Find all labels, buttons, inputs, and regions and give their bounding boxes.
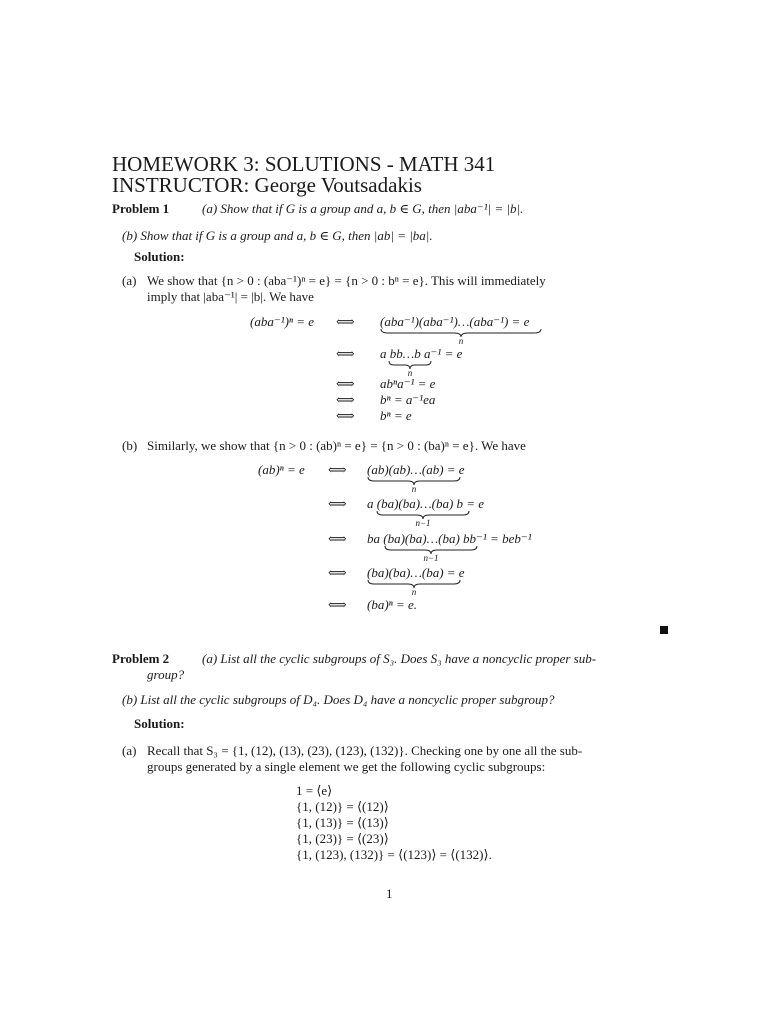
eq-b1-lhs: (ab)ⁿ = e xyxy=(258,462,305,477)
problem2-sol-a-line1: Recall that S₃ = {1, (12), (13), (23), (123), (132)}. Checking one by one all the sub- xyxy=(147,743,583,758)
eq-b3-brace-label: n−1 xyxy=(423,553,439,563)
eq-b5-iff: ⟺ xyxy=(328,597,347,612)
eq-b2-rhs: a (ba)(ba)…(ba) b = e xyxy=(367,496,485,511)
problem1-solution-label: Solution: xyxy=(134,249,185,264)
subgroup-item: {1, (123), (132)} = ⟨(123)⟩ = ⟨(132)⟩. xyxy=(296,847,492,862)
qed-square-icon xyxy=(660,626,668,634)
page-title-line2: INSTRUCTOR: George Voutsadakis xyxy=(112,173,422,197)
eq-b3-brace xyxy=(384,546,478,563)
eq-a4-rhs: bⁿ = a⁻¹ea xyxy=(380,392,436,407)
problem2-solution-label: Solution: xyxy=(134,716,185,731)
problem1-part-a: (a) Show that if G is a group and a, b ∈ G, then |aba⁻¹| = |b|. xyxy=(202,201,524,216)
problem1-sol-b-line1: Similarly, we show that {n > 0 : (ab)ⁿ = e} = {n > 0 : (ba)ⁿ = e}. We have xyxy=(147,438,526,453)
subgroup-item: {1, (23)} = ⟨(23)⟩ xyxy=(296,831,389,846)
problem1-sol-a-line2: imply that |aba⁻¹| = |b|. We have xyxy=(147,289,314,304)
eq-a5-iff: ⟺ xyxy=(336,408,355,423)
eq-a2-brace xyxy=(388,361,432,378)
eq-b2-brace-label: n−1 xyxy=(415,518,431,528)
problem1-sol-a-line1: We show that {n > 0 : (aba⁻¹)ⁿ = e} = {n > 0 : bⁿ = e}. This will immediately xyxy=(147,273,546,288)
problem2-part-b: (b) List all the cyclic subgroups of D₄. Does D₄ have a noncyclic proper subgroup? xyxy=(122,692,555,707)
problem1-part-b: (b) Show that if G is a group and a, b ∈ G, then |ab| = |ba|. xyxy=(122,228,433,243)
eq-a2-iff: ⟺ xyxy=(336,346,355,361)
eq-a3-iff: ⟺ xyxy=(336,376,355,391)
eq-b3-iff: ⟺ xyxy=(328,531,347,546)
eq-b5-rhs: (ba)ⁿ = e. xyxy=(367,597,418,612)
eq-b2-iff: ⟺ xyxy=(328,496,347,511)
eq-a2-brace-label: n xyxy=(407,368,413,378)
problem1-sol-a-marker: (a) xyxy=(122,273,137,288)
eq-a1-rhs: (aba⁻¹)(aba⁻¹)…(aba⁻¹) = e xyxy=(380,314,530,329)
problem2-part-a-line1: (a) List all the cyclic subgroups of S₃. Does S₃ have a noncyclic proper sub- xyxy=(202,651,597,666)
eq-a3-rhs: abⁿa⁻¹ = e xyxy=(380,376,436,391)
eq-a1-brace-label: n xyxy=(458,336,464,346)
problem2-label: Problem 2 xyxy=(112,651,170,666)
eq-a1-iff: ⟺ xyxy=(336,314,355,329)
problem1-label: Problem 1 xyxy=(112,201,170,216)
eq-b1-brace-label: n xyxy=(411,484,417,494)
eq-b1-iff: ⟺ xyxy=(328,462,347,477)
page-title-line1: HOMEWORK 3: SOLUTIONS - MATH 341 xyxy=(112,152,496,176)
eq-b4-brace xyxy=(367,580,461,597)
eq-b4-brace-label: n xyxy=(411,587,417,597)
eq-a5-rhs: bⁿ = e xyxy=(380,408,412,423)
eq-b3-rhs: ba (ba)(ba)…(ba) bb⁻¹ = beb⁻¹ xyxy=(367,531,532,546)
eq-b4-rhs: (ba)(ba)…(ba) = e xyxy=(367,565,465,580)
eq-a1-lhs: (aba⁻¹)ⁿ = e xyxy=(250,314,315,329)
problem1-sol-b-marker: (b) xyxy=(122,438,138,453)
eq-a1-brace xyxy=(380,329,542,346)
eq-b2-brace xyxy=(376,511,470,528)
problem2-sol-a-marker: (a) xyxy=(122,743,137,758)
problem2-sol-a-line2: groups generated by a single element we get the following cyclic subgroups: xyxy=(147,759,546,774)
subgroup-item: 1 = ⟨e⟩ xyxy=(296,783,333,798)
eq-b1-rhs: (ab)(ab)…(ab) = e xyxy=(367,462,465,477)
eq-a4-iff: ⟺ xyxy=(336,392,355,407)
eq-a2-rhs: a bb…b a⁻¹ = e xyxy=(380,346,463,361)
eq-b4-iff: ⟺ xyxy=(328,565,347,580)
page-number: 1 xyxy=(386,886,393,901)
subgroup-item: {1, (13)} = ⟨(13)⟩ xyxy=(296,815,389,830)
subgroup-item: {1, (12)} = ⟨(12)⟩ xyxy=(296,799,389,814)
problem2-part-a-line2: group? xyxy=(147,667,185,682)
eq-b1-brace xyxy=(367,477,461,494)
